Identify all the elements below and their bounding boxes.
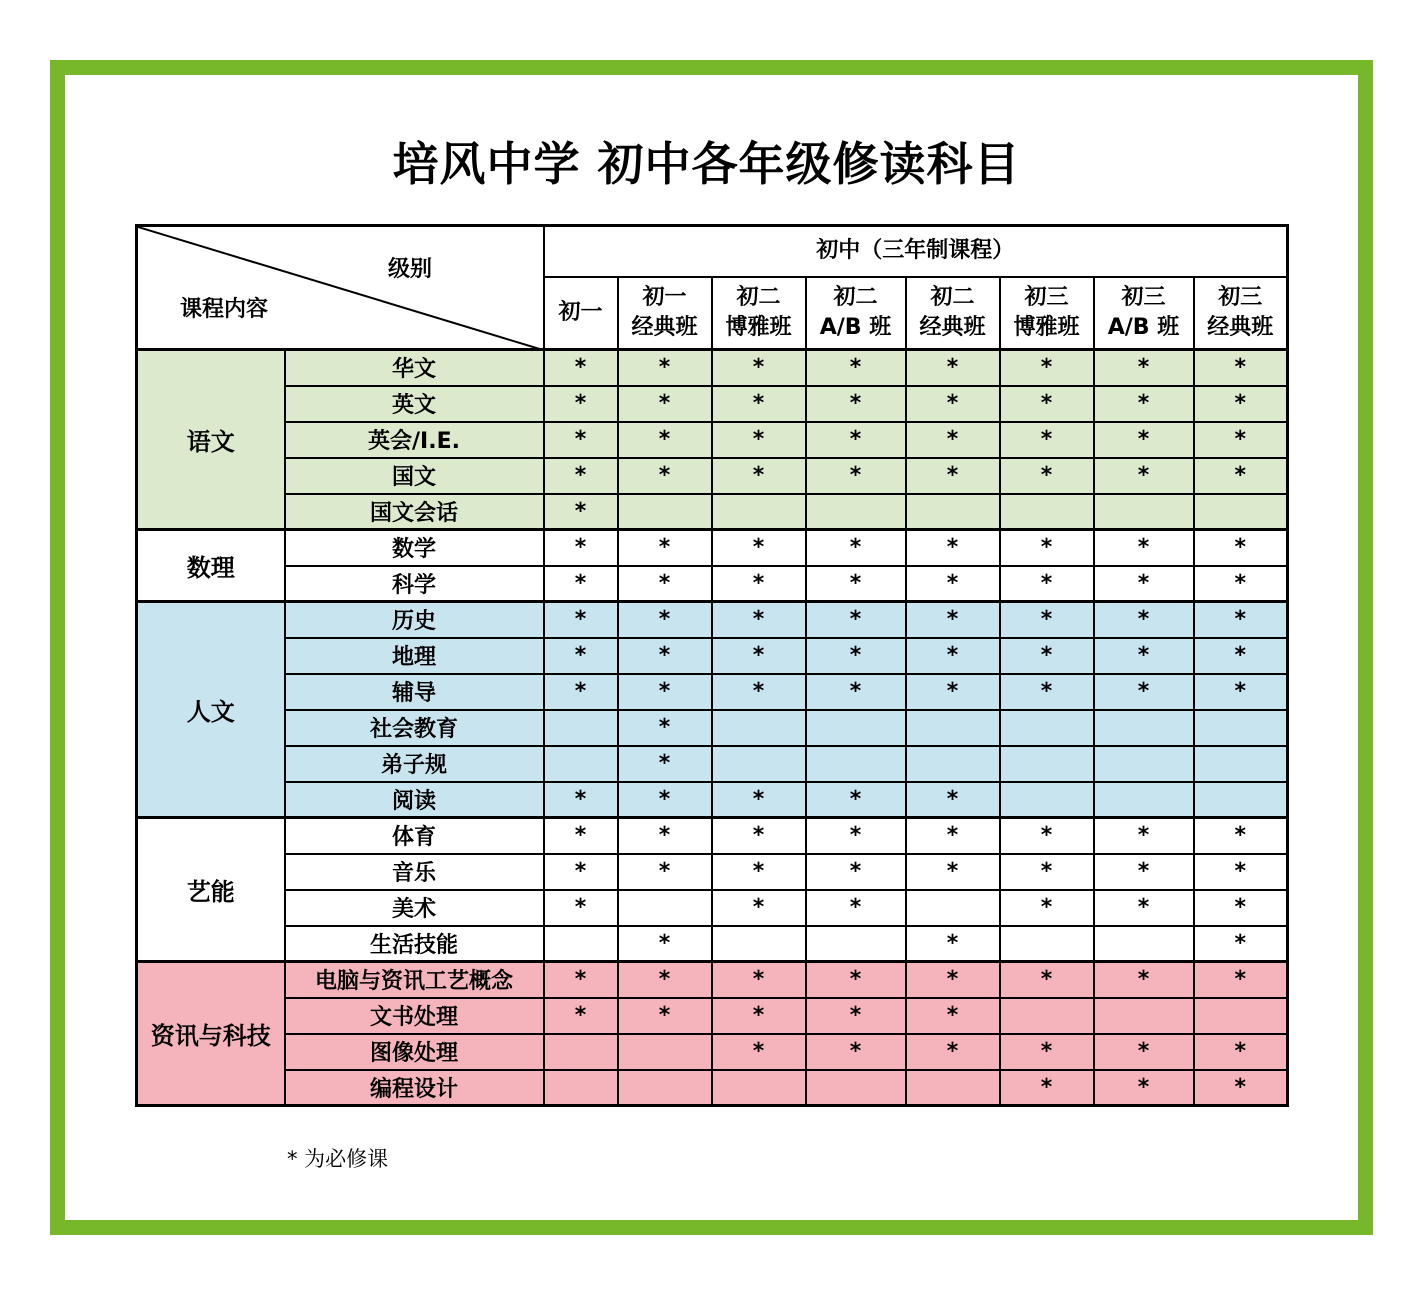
mark-cell: * — [1194, 1070, 1288, 1106]
mark-cell: * — [1194, 350, 1288, 386]
mark-cell — [1194, 746, 1288, 782]
column-header — [806, 277, 906, 350]
mark-cell — [544, 926, 618, 962]
mark-cell — [618, 1034, 712, 1070]
column-header — [712, 277, 806, 350]
category-cell: 人文 — [137, 602, 285, 818]
mark-cell: * — [618, 530, 712, 566]
mark-cell: * — [806, 458, 906, 494]
subject-cell: 英会/I.E. — [285, 422, 544, 458]
mark-cell: * — [806, 674, 906, 710]
subject-cell: 华文 — [285, 350, 544, 386]
mark-cell: * — [1000, 854, 1094, 890]
mark-cell: * — [618, 746, 712, 782]
mark-cell: * — [906, 818, 1000, 854]
column-header-line2: 博雅班 — [1013, 314, 1080, 340]
diagonal-header-cell — [137, 226, 544, 350]
mark-cell: * — [1094, 602, 1194, 638]
mark-cell: * — [1094, 386, 1194, 422]
mark-cell: * — [712, 1034, 806, 1070]
column-header — [1194, 277, 1288, 350]
mark-cell: * — [712, 566, 806, 602]
mark-cell: * — [1000, 674, 1094, 710]
column-header-line1: 初二 — [833, 284, 878, 310]
mark-cell — [1000, 926, 1094, 962]
mark-cell — [906, 890, 1000, 926]
mark-cell: * — [906, 854, 1000, 890]
table-row — [137, 890, 1288, 926]
mark-cell: * — [1194, 854, 1288, 890]
mark-cell: * — [1194, 818, 1288, 854]
mark-cell: * — [1194, 926, 1288, 962]
table-row — [137, 746, 1288, 782]
mark-cell: * — [1094, 1034, 1194, 1070]
subject-cell: 音乐 — [285, 854, 544, 890]
subject-cell: 阅读 — [285, 782, 544, 818]
mark-cell: * — [618, 926, 712, 962]
mark-cell: * — [712, 422, 806, 458]
mark-cell: * — [806, 530, 906, 566]
mark-cell: * — [1094, 566, 1194, 602]
column-header-line1: 初二 — [930, 284, 975, 310]
mark-cell: * — [1094, 674, 1194, 710]
mark-cell: * — [906, 998, 1000, 1034]
column-header-line2: 经典班 — [1207, 314, 1274, 340]
mark-cell: * — [1000, 566, 1094, 602]
mark-cell — [1094, 998, 1194, 1034]
mark-cell: * — [1094, 422, 1194, 458]
subject-cell: 体育 — [285, 818, 544, 854]
mark-cell — [712, 494, 806, 530]
table-row — [137, 854, 1288, 890]
category-cell: 资讯与科技 — [137, 962, 285, 1106]
column-header-line1: 初二 — [736, 284, 781, 310]
column-header — [1094, 277, 1194, 350]
mark-cell: * — [806, 998, 906, 1034]
mark-cell — [806, 926, 906, 962]
category-cell: 数理 — [137, 530, 285, 602]
mark-cell — [906, 710, 1000, 746]
table-row — [137, 494, 1288, 530]
mark-cell: * — [906, 422, 1000, 458]
mark-cell: * — [544, 962, 618, 998]
subject-cell: 生活技能 — [285, 926, 544, 962]
table-row — [137, 638, 1288, 674]
table-row — [137, 926, 1288, 962]
table-row — [137, 998, 1288, 1034]
mark-cell — [712, 746, 806, 782]
mark-cell: * — [806, 350, 906, 386]
mark-cell: * — [1194, 422, 1288, 458]
mark-cell — [544, 1070, 618, 1106]
column-header — [1000, 277, 1094, 350]
mark-cell — [1000, 710, 1094, 746]
mark-cell: * — [712, 350, 806, 386]
mark-cell: * — [906, 638, 1000, 674]
content-label: 课程内容 — [180, 297, 269, 322]
table-row — [137, 674, 1288, 710]
subject-cell: 图像处理 — [285, 1034, 544, 1070]
mark-cell: * — [1194, 638, 1288, 674]
mark-cell — [806, 746, 906, 782]
subject-cell: 数学 — [285, 530, 544, 566]
mark-cell: * — [906, 1034, 1000, 1070]
mark-cell: * — [906, 458, 1000, 494]
mark-cell: * — [1000, 458, 1094, 494]
mark-cell: * — [1094, 818, 1194, 854]
mark-cell: * — [618, 422, 712, 458]
table-row — [137, 818, 1288, 854]
mark-cell: * — [906, 566, 1000, 602]
table-row — [137, 710, 1288, 746]
mark-cell: * — [1194, 890, 1288, 926]
mark-cell: * — [906, 674, 1000, 710]
mark-cell: * — [1000, 386, 1094, 422]
mark-cell — [906, 1070, 1000, 1106]
mark-cell: * — [544, 386, 618, 422]
column-header-line1: 初三 — [1024, 284, 1069, 310]
mark-cell: * — [544, 890, 618, 926]
mark-cell: * — [1194, 602, 1288, 638]
mark-cell: * — [712, 818, 806, 854]
mark-cell: * — [618, 710, 712, 746]
mark-cell: * — [712, 962, 806, 998]
mark-cell: * — [806, 422, 906, 458]
column-header-line2: A/B 班 — [819, 314, 892, 340]
mark-cell — [618, 494, 712, 530]
mark-cell: * — [906, 782, 1000, 818]
mark-cell — [712, 710, 806, 746]
mark-cell: * — [1094, 638, 1194, 674]
column-header-line1: 初一 — [558, 299, 603, 325]
subject-cell: 科学 — [285, 566, 544, 602]
mark-cell: * — [1094, 458, 1194, 494]
mark-cell: * — [906, 926, 1000, 962]
mark-cell: * — [544, 818, 618, 854]
table-row — [137, 1034, 1288, 1070]
table-row — [137, 350, 1288, 386]
mark-cell: * — [544, 530, 618, 566]
mark-cell — [1194, 494, 1288, 530]
mark-cell: * — [806, 782, 906, 818]
mark-cell: * — [1000, 638, 1094, 674]
mark-cell: * — [806, 962, 906, 998]
mark-cell — [1000, 782, 1094, 818]
mark-cell: * — [712, 530, 806, 566]
mark-cell: * — [1094, 962, 1194, 998]
mark-cell: * — [1094, 530, 1194, 566]
subject-cell: 编程设计 — [285, 1070, 544, 1106]
mark-cell: * — [1000, 818, 1094, 854]
mark-cell: * — [1194, 530, 1288, 566]
mark-cell — [806, 494, 906, 530]
subject-cell: 英文 — [285, 386, 544, 422]
mark-cell: * — [712, 386, 806, 422]
column-header — [618, 277, 712, 350]
mark-cell: * — [544, 422, 618, 458]
mark-cell — [1000, 746, 1094, 782]
category-cell: 语文 — [137, 350, 285, 530]
mark-cell: * — [712, 602, 806, 638]
subject-cell: 文书处理 — [285, 998, 544, 1034]
mark-cell: * — [618, 566, 712, 602]
subject-cell: 美术 — [285, 890, 544, 926]
column-header — [906, 277, 1000, 350]
mark-cell: * — [618, 674, 712, 710]
mark-cell: * — [1000, 962, 1094, 998]
mark-cell: * — [618, 854, 712, 890]
mark-cell — [544, 710, 618, 746]
mark-cell — [544, 1034, 618, 1070]
mark-cell — [906, 494, 1000, 530]
mark-cell: * — [1094, 890, 1194, 926]
mark-cell: * — [1000, 530, 1094, 566]
mark-cell: * — [1194, 386, 1288, 422]
mark-cell: * — [1000, 890, 1094, 926]
table-row — [137, 530, 1288, 566]
mark-cell: * — [712, 854, 806, 890]
mark-cell — [1094, 494, 1194, 530]
column-header-line2: 经典班 — [631, 314, 698, 340]
mark-cell: * — [1194, 1034, 1288, 1070]
column-header-line1: 初一 — [642, 284, 687, 310]
mark-cell: * — [712, 782, 806, 818]
mark-cell: * — [544, 350, 618, 386]
subject-cell: 国文 — [285, 458, 544, 494]
mark-cell — [1094, 926, 1194, 962]
mark-cell — [806, 1070, 906, 1106]
mark-cell: * — [906, 602, 1000, 638]
level-label: 级别 — [388, 257, 433, 282]
mark-cell: * — [544, 566, 618, 602]
mark-cell: * — [544, 674, 618, 710]
table-row — [137, 458, 1288, 494]
table-row — [137, 962, 1288, 998]
mark-cell — [1094, 782, 1194, 818]
table-row — [137, 1070, 1288, 1106]
table-row — [137, 602, 1288, 638]
mark-cell: * — [712, 998, 806, 1034]
subject-cell: 弟子规 — [285, 746, 544, 782]
column-header-line2: 经典班 — [919, 314, 986, 340]
subject-cell: 国文会话 — [285, 494, 544, 530]
mark-cell — [906, 746, 1000, 782]
mark-cell: * — [1094, 1070, 1194, 1106]
mark-cell — [1000, 494, 1094, 530]
mark-cell: * — [618, 782, 712, 818]
mark-cell: * — [806, 566, 906, 602]
column-header-line2: 博雅班 — [725, 314, 792, 340]
mark-cell: * — [618, 350, 712, 386]
mark-cell: * — [712, 674, 806, 710]
mark-cell: * — [1000, 350, 1094, 386]
column-header — [544, 277, 618, 350]
mark-cell: * — [906, 962, 1000, 998]
mark-cell: * — [618, 962, 712, 998]
page-title: 培风中学 初中各年级修读科目 — [392, 137, 1021, 191]
mark-cell: * — [544, 854, 618, 890]
mark-cell: * — [618, 386, 712, 422]
mark-cell: * — [1194, 962, 1288, 998]
mark-cell: * — [906, 350, 1000, 386]
subject-cell: 地理 — [285, 638, 544, 674]
mark-cell: * — [544, 998, 618, 1034]
mark-cell: * — [618, 818, 712, 854]
mark-cell: * — [1194, 458, 1288, 494]
mark-cell: * — [712, 458, 806, 494]
mark-cell: * — [1000, 1070, 1094, 1106]
mark-cell: * — [1194, 566, 1288, 602]
category-cell: 艺能 — [137, 818, 285, 962]
table-row — [137, 386, 1288, 422]
mark-cell — [1194, 998, 1288, 1034]
mark-cell — [712, 1070, 806, 1106]
mark-cell — [712, 926, 806, 962]
mark-cell: * — [1094, 854, 1194, 890]
mark-cell: * — [544, 494, 618, 530]
mark-cell: * — [906, 530, 1000, 566]
mark-cell: * — [906, 386, 1000, 422]
mark-cell: * — [806, 1034, 906, 1070]
mark-cell — [1194, 710, 1288, 746]
mark-cell: * — [1000, 1034, 1094, 1070]
mark-cell: * — [618, 998, 712, 1034]
mark-cell: * — [806, 890, 906, 926]
mark-cell: * — [712, 638, 806, 674]
mark-cell: * — [544, 602, 618, 638]
mark-cell: * — [544, 458, 618, 494]
column-header-line1: 初三 — [1218, 284, 1263, 310]
mark-cell: * — [618, 638, 712, 674]
mark-cell — [544, 746, 618, 782]
subject-cell: 电脑与资讯工艺概念 — [285, 962, 544, 998]
column-header-line2: A/B 班 — [1107, 314, 1180, 340]
diagonal-line — [138, 227, 543, 350]
mark-cell: * — [544, 638, 618, 674]
mark-cell — [618, 1070, 712, 1106]
mark-cell — [618, 890, 712, 926]
mark-cell: * — [1000, 602, 1094, 638]
table-row — [137, 782, 1288, 818]
curriculum-table — [135, 224, 1289, 1107]
mark-cell: * — [618, 458, 712, 494]
mark-cell: * — [1194, 674, 1288, 710]
mark-cell — [1000, 998, 1094, 1034]
table-row — [137, 566, 1288, 602]
mark-cell: * — [712, 890, 806, 926]
mark-cell: * — [806, 854, 906, 890]
mark-cell: * — [806, 602, 906, 638]
mark-cell — [1194, 782, 1288, 818]
mark-cell: * — [618, 602, 712, 638]
mark-cell — [1094, 710, 1194, 746]
mark-cell — [806, 710, 906, 746]
mark-cell: * — [1000, 422, 1094, 458]
subject-cell: 辅导 — [285, 674, 544, 710]
mark-cell: * — [544, 782, 618, 818]
table-row — [137, 422, 1288, 458]
group-header: 初中（三年制课程） — [544, 226, 1288, 277]
footnote: * 为必修课 — [287, 1147, 389, 1171]
column-header-line1: 初三 — [1121, 284, 1166, 310]
mark-cell — [1094, 746, 1194, 782]
mark-cell: * — [806, 638, 906, 674]
mark-cell: * — [1094, 350, 1194, 386]
mark-cell: * — [806, 386, 906, 422]
subject-cell: 社会教育 — [285, 710, 544, 746]
subject-cell: 历史 — [285, 602, 544, 638]
mark-cell: * — [806, 818, 906, 854]
